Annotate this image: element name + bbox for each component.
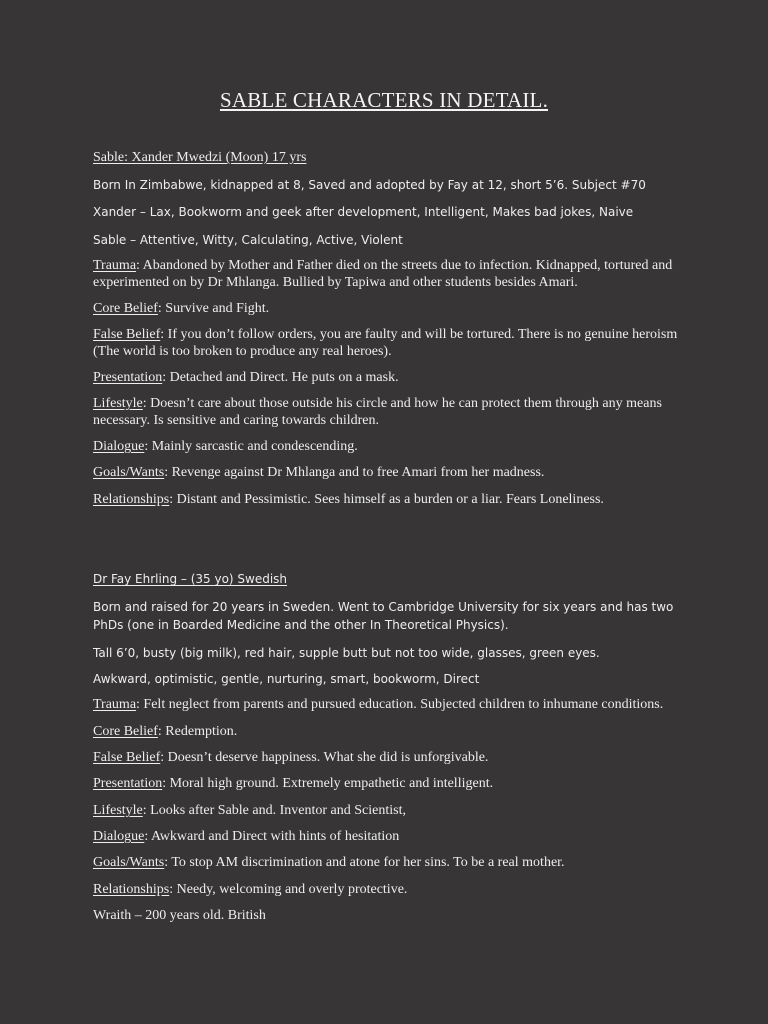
field-label: Relationships — [93, 492, 170, 507]
field-text: : Detached and Direct. He puts on a mask. — [162, 370, 399, 385]
field-label: Lifestyle — [93, 803, 143, 818]
sable-lifestyle — [93, 396, 683, 429]
sable-false-belief — [93, 327, 683, 360]
wraith-line: Wraith – 200 years old. British — [93, 908, 266, 923]
field-text: : Abandoned by Mother and Father died on the streets due to infection. Kidnapped, tortured and experimented on by Dr Mhlanga. Bullied by Tapiwa and other students besides Amari. — [93, 258, 673, 290]
field-text: : Redemption. — [157, 724, 238, 739]
field-text: : Revenge against Dr Mhlanga and to free Amari from her madness. — [164, 465, 545, 480]
fay-intro: Born and raised for 20 years in Sweden. Went to Cambridge University for six years and has two PhDs (one in Boarded Medicine and the other In Theoretical Physics). — [93, 600, 674, 632]
fay-appearance: Tall 6’0, busty (big milk), red hair, supple butt but not too wide, glasses, green eyes. — [93, 646, 600, 660]
field-label: Trauma — [93, 697, 137, 712]
sable-goals — [93, 465, 683, 482]
sable-sable-traits: Sable – Attentive, Witty, Calculating, Active, Violent — [93, 233, 403, 247]
field-label: Trauma — [93, 258, 137, 273]
field-text: : Doesn’t deserve happiness. What she did is unforgivable. — [160, 750, 489, 765]
field-text: : Awkward and Direct with hints of hesitation — [144, 829, 400, 844]
field-label: Core Belief — [93, 724, 158, 739]
field-text: : Mainly sarcastic and condescending. — [144, 439, 358, 454]
field-text: : Survive and Fight. — [157, 301, 270, 316]
field-text: : Felt neglect from parents and pursued education. Subjected children to inhumane conditions. — [136, 697, 664, 712]
field-label: Presentation — [93, 370, 163, 385]
field-label: Goals/Wants — [93, 855, 165, 870]
fay-goals — [93, 855, 683, 872]
field-label: False Belief — [93, 327, 161, 342]
sable-presentation — [93, 370, 683, 387]
field-label: Dialogue — [93, 829, 145, 844]
field-label: Goals/Wants — [93, 465, 165, 480]
field-text: : Moral high ground. Extremely empathetic and intelligent. — [162, 776, 494, 791]
field-text: : Looks after Sable and. Inventor and Scientist, — [142, 803, 406, 818]
field-label: False Belief — [93, 750, 161, 765]
field-text: : To stop AM discrimination and atone for her sins. To be a real mother. — [164, 855, 565, 870]
fay-traits: Awkward, optimistic, gentle, nurturing, smart, bookworm, Direct — [93, 672, 480, 686]
field-label: Presentation — [93, 776, 163, 791]
field-text: : If you don’t follow orders, you are faulty and will be tortured. There is no genuine heroism (The world is too broken to produce any real heroes). — [93, 327, 678, 359]
field-text: : Doesn’t care about those outside his circle and how he can protect them through any means necessary. Is sensitive and caring towards children. — [93, 396, 662, 428]
field-label: Relationships — [93, 882, 170, 897]
field-text: : Distant and Pessimistic. Sees himself as a burden or a liar. Fears Loneliness. — [169, 492, 604, 507]
fay-trauma — [93, 697, 683, 714]
fay-lifestyle — [93, 803, 683, 820]
sable-relationships — [93, 492, 683, 509]
field-label: Dialogue — [93, 439, 145, 454]
document-title: SABLE CHARACTERS IN DETAIL. — [219, 88, 549, 112]
fay-relationships — [93, 882, 683, 899]
fay-heading: Dr Fay Ehrling – (35 yo) Swedish — [93, 572, 288, 586]
fay-core-belief — [93, 724, 683, 741]
sable-core-belief — [93, 301, 683, 318]
field-label: Lifestyle — [93, 396, 143, 411]
fay-false-belief — [93, 750, 683, 767]
field-label: Core Belief — [93, 301, 158, 316]
sable-intro: Born In Zimbabwe, kidnapped at 8, Saved and adopted by Fay at 12, short 5’6. Subject #70 — [93, 178, 646, 192]
fay-dialogue — [93, 829, 683, 846]
sable-heading: Sable: Xander Mwedzi (Moon) 17 yrs — [93, 150, 307, 165]
fay-presentation — [93, 776, 683, 793]
sable-xander-traits: Xander – Lax, Bookworm and geek after development, Intelligent, Makes bad jokes, Naive — [93, 205, 634, 219]
sable-dialogue — [93, 439, 683, 456]
sable-trauma — [93, 258, 683, 291]
field-text: : Needy, welcoming and overly protective. — [169, 882, 408, 897]
